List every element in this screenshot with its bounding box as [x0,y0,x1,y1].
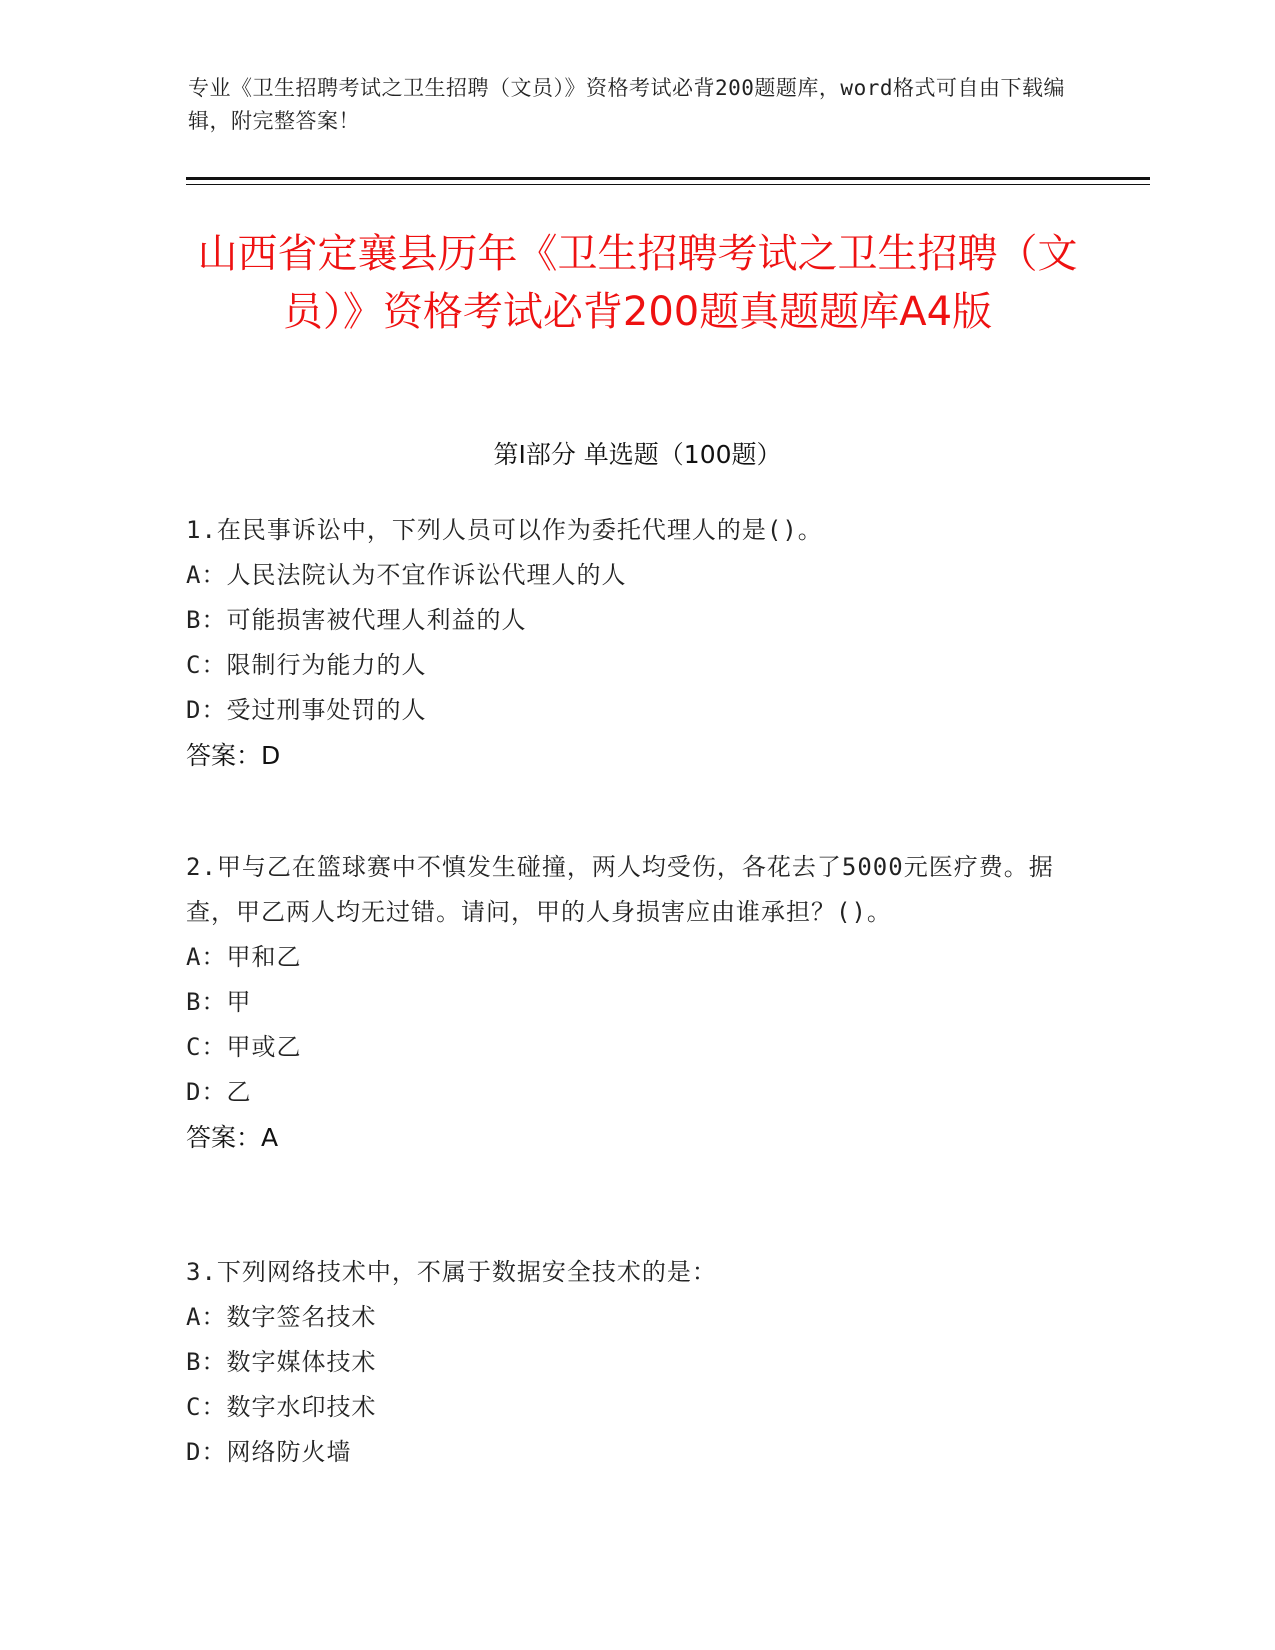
answer: 答案：A [186,1123,279,1152]
option-d: D：乙 [186,1078,252,1106]
answer: 答案：D [186,741,281,770]
header-divider-thick [186,177,1150,180]
option-c: C：限制行为能力的人 [186,651,427,679]
question-stem: 3.下列网络技术中，不属于数据安全技术的是： [186,1258,717,1286]
option-c: C：甲或乙 [186,1033,302,1061]
option-c: C：数字水印技术 [186,1393,377,1421]
question-stem: 1.在民事诉讼中，下列人员可以作为委托代理人的是()。 [186,516,823,544]
question-stem: 2.甲与乙在篮球赛中不慎发生碰撞，两人均受伤，各花去了5000元医疗费。据查，甲乙两人均无过错。请问，甲的人身损害应由谁承担？()。 [186,853,1054,926]
question-1 [186,508,1086,778]
header-divider-thin [186,184,1150,185]
option-d: D：受过刑事处罚的人 [186,696,427,724]
option-a: A：甲和乙 [186,943,302,971]
question-3 [186,1250,1086,1475]
option-a: A：数字签名技术 [186,1303,377,1331]
header-note: 专业《卫生招聘考试之卫生招聘（文员）》资格考试必背200题题库，word格式可自由下载编辑，附完整答案！ [188,76,1065,133]
document-title: 山西省定襄县历年《卫生招聘考试之卫生招聘（文员）》资格考试必背200题真题题库A4版 [197,231,1078,335]
option-a: A：人民法院认为不宜作诉讼代理人的人 [186,561,627,589]
section-title: 第Ⅰ部分 单选题（100题） [493,440,782,469]
option-b: B：甲 [186,988,252,1016]
question-2 [186,845,1086,1160]
option-b: B：数字媒体技术 [186,1348,377,1376]
option-d: D：网络防火墙 [186,1438,352,1466]
option-b: B：可能损害被代理人利益的人 [186,606,527,634]
